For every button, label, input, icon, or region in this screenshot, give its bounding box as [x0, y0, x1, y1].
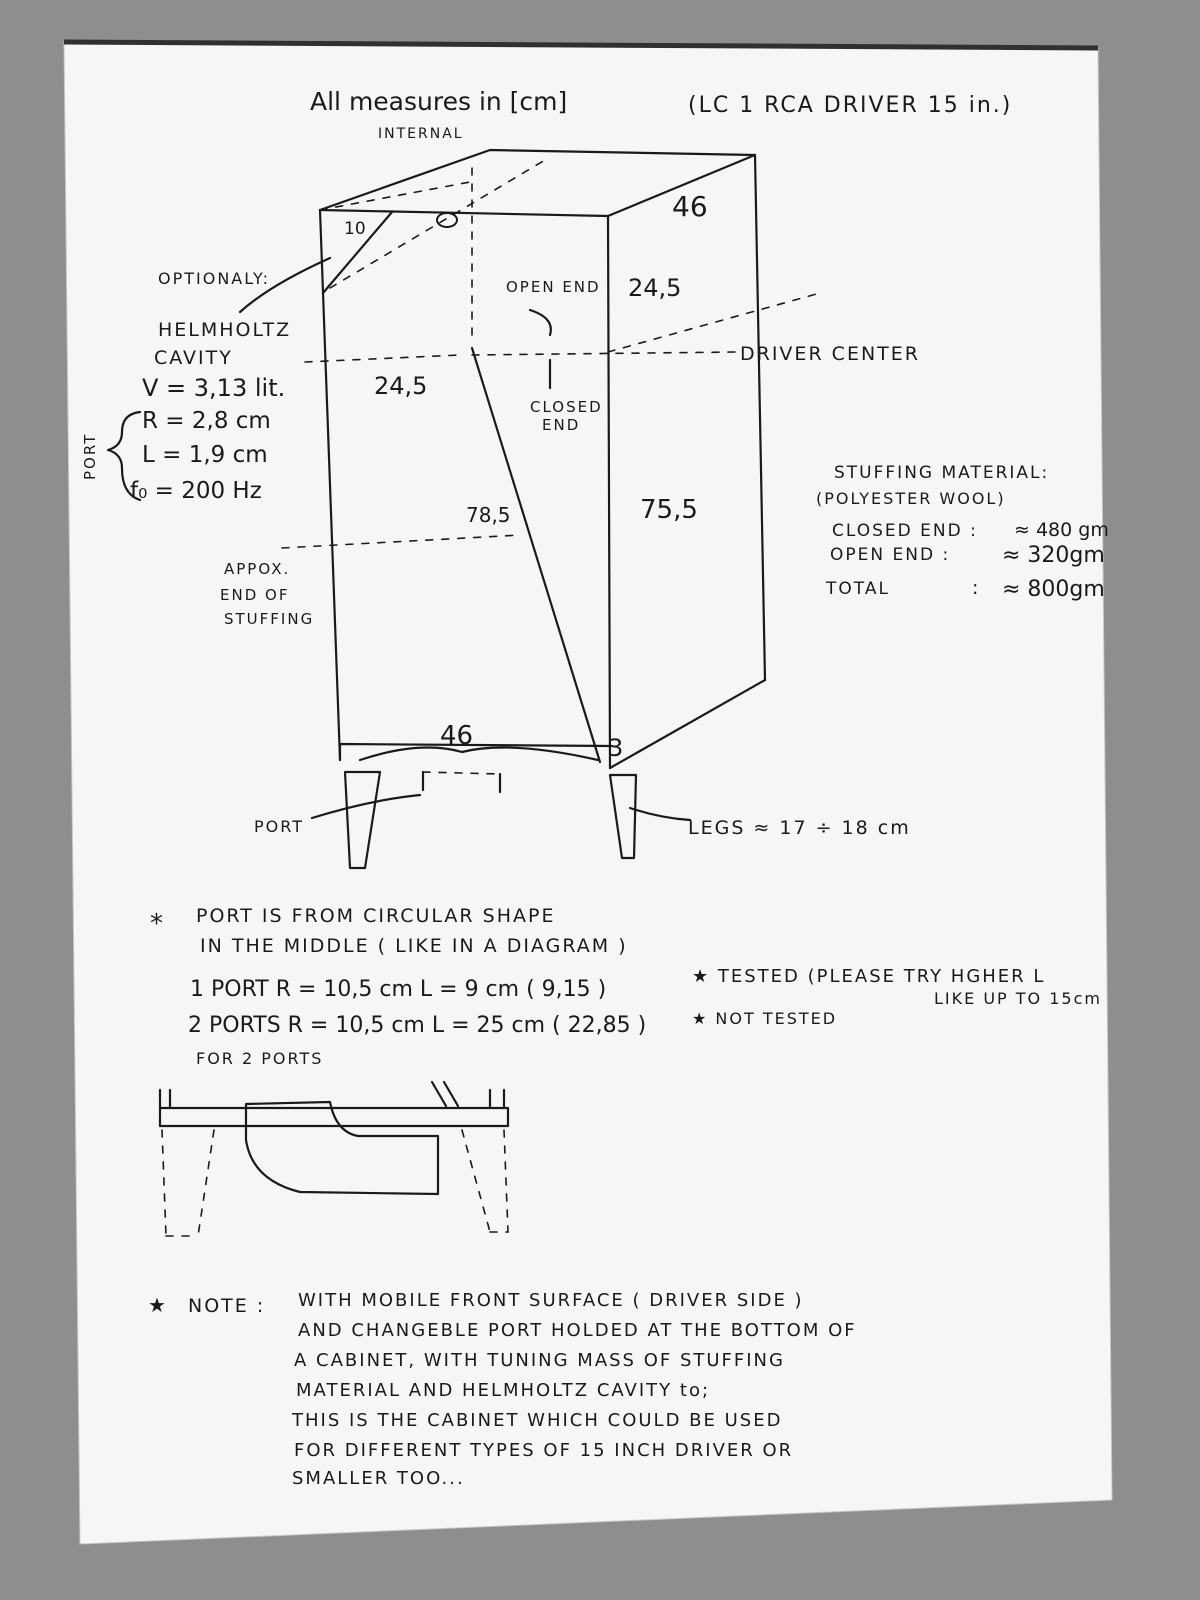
header-driver-note: (LC 1 RCA DRIVER 15 in.) [688, 93, 1013, 118]
dim-mid-left: 78,5 [466, 503, 511, 527]
stuffing-total-value: ≈ 800gm [1002, 577, 1105, 602]
label-port: PORT [254, 817, 304, 836]
note-line-4: MATERIAL AND HELMHOLTZ CAVITY to; [296, 1380, 711, 1401]
label-helmholtz-1: HELMHOLTZ [158, 319, 292, 341]
note-line-5: THIS IS THE CABINET WHICH COULD BE USED [292, 1410, 783, 1431]
dim-top-depth: 46 [672, 190, 708, 223]
stuffing-material: (POLYESTER WOOL) [816, 489, 1006, 508]
port-note-line1: PORT IS FROM CIRCULAR SHAPE [196, 905, 556, 927]
paper-sheet [64, 42, 1112, 1544]
label-stuffing-end-1: APPOX. [224, 560, 291, 578]
label-driver-center: DRIVER CENTER [740, 343, 920, 365]
note-line-7: SMALLER TOO... [292, 1468, 465, 1489]
label-open-end: OPEN END [506, 278, 601, 296]
stuffing-title: STUFFING MATERIAL: [834, 463, 1050, 483]
for-two-ports: FOR 2 PORTS [196, 1049, 324, 1068]
stuffing-closed-value: ≈ 480 gm [1014, 519, 1109, 541]
dim-upper-left: 24,5 [374, 372, 428, 400]
dim-bottom-corner: 3 [608, 734, 624, 762]
note-line-6: FOR DIFFERENT TYPES OF 15 INCH DRIVER OR [294, 1440, 794, 1461]
header-title: All measures in [cm] [310, 87, 568, 116]
label-helmholtz-2: CAVITY [154, 347, 233, 369]
dim-upper-right: 24,5 [628, 274, 682, 302]
label-port-side: PORT [81, 432, 99, 480]
label-radius: R = 2,8 cm [142, 408, 271, 434]
note-star: ★ [148, 1293, 166, 1317]
stuffing-total-sep: : [972, 577, 979, 599]
dim-mid-right: 75,5 [640, 495, 698, 525]
label-closed-end-2: END [542, 416, 581, 434]
one-port-spec: 1 PORT R = 10,5 cm L = 9 cm ( 9,15 ) [190, 977, 607, 1002]
stuffing-closed-label: CLOSED END : [832, 521, 978, 541]
one-port-status-2: LIKE UP TO 15cm [934, 989, 1102, 1008]
label-stuffing-end-3: STUFFING [224, 610, 315, 628]
note-line-1: WITH MOBILE FRONT SURFACE ( DRIVER SIDE ) [298, 1290, 804, 1311]
port-note-line2: IN THE MIDDLE ( LIKE IN A DIAGRAM ) [200, 935, 628, 957]
label-volume: V = 3,13 lit. [142, 374, 286, 402]
note-label: NOTE : [188, 1295, 266, 1317]
label-stuffing-end-2: END OF [220, 586, 290, 604]
label-legs: LEGS ≈ 17 ÷ 18 cm [688, 817, 911, 839]
two-ports-spec: 2 PORTS R = 10,5 cm L = 25 cm ( 22,85 ) [188, 1013, 647, 1038]
header-subtitle: INTERNAL [378, 126, 464, 142]
label-closed-end: CLOSED [530, 398, 603, 416]
one-port-status: ★ TESTED (PLEASE TRY HGHER L [692, 966, 1046, 987]
label-freq: f₀ = 200 Hz [130, 478, 262, 504]
stuffing-total-label: TOTAL [826, 579, 890, 599]
port-note-star: * [150, 909, 163, 939]
two-ports-status: ★ NOT TESTED [692, 1009, 838, 1028]
stuffing-open-label: OPEN END : [830, 545, 951, 565]
dim-bottom-width: 46 [440, 721, 474, 751]
label-optionally: OPTIONALY: [158, 269, 271, 288]
stuffing-open-value: ≈ 320gm [1002, 543, 1105, 568]
note-line-3: A CABINET, WITH TUNING MASS OF STUFFING [294, 1350, 785, 1371]
dim-top-corner: 10 [344, 219, 366, 239]
note-line-2: AND CHANGEBLE PORT HOLDED AT THE BOTTOM OF [298, 1320, 857, 1341]
label-length: L = 1,9 cm [142, 442, 268, 468]
